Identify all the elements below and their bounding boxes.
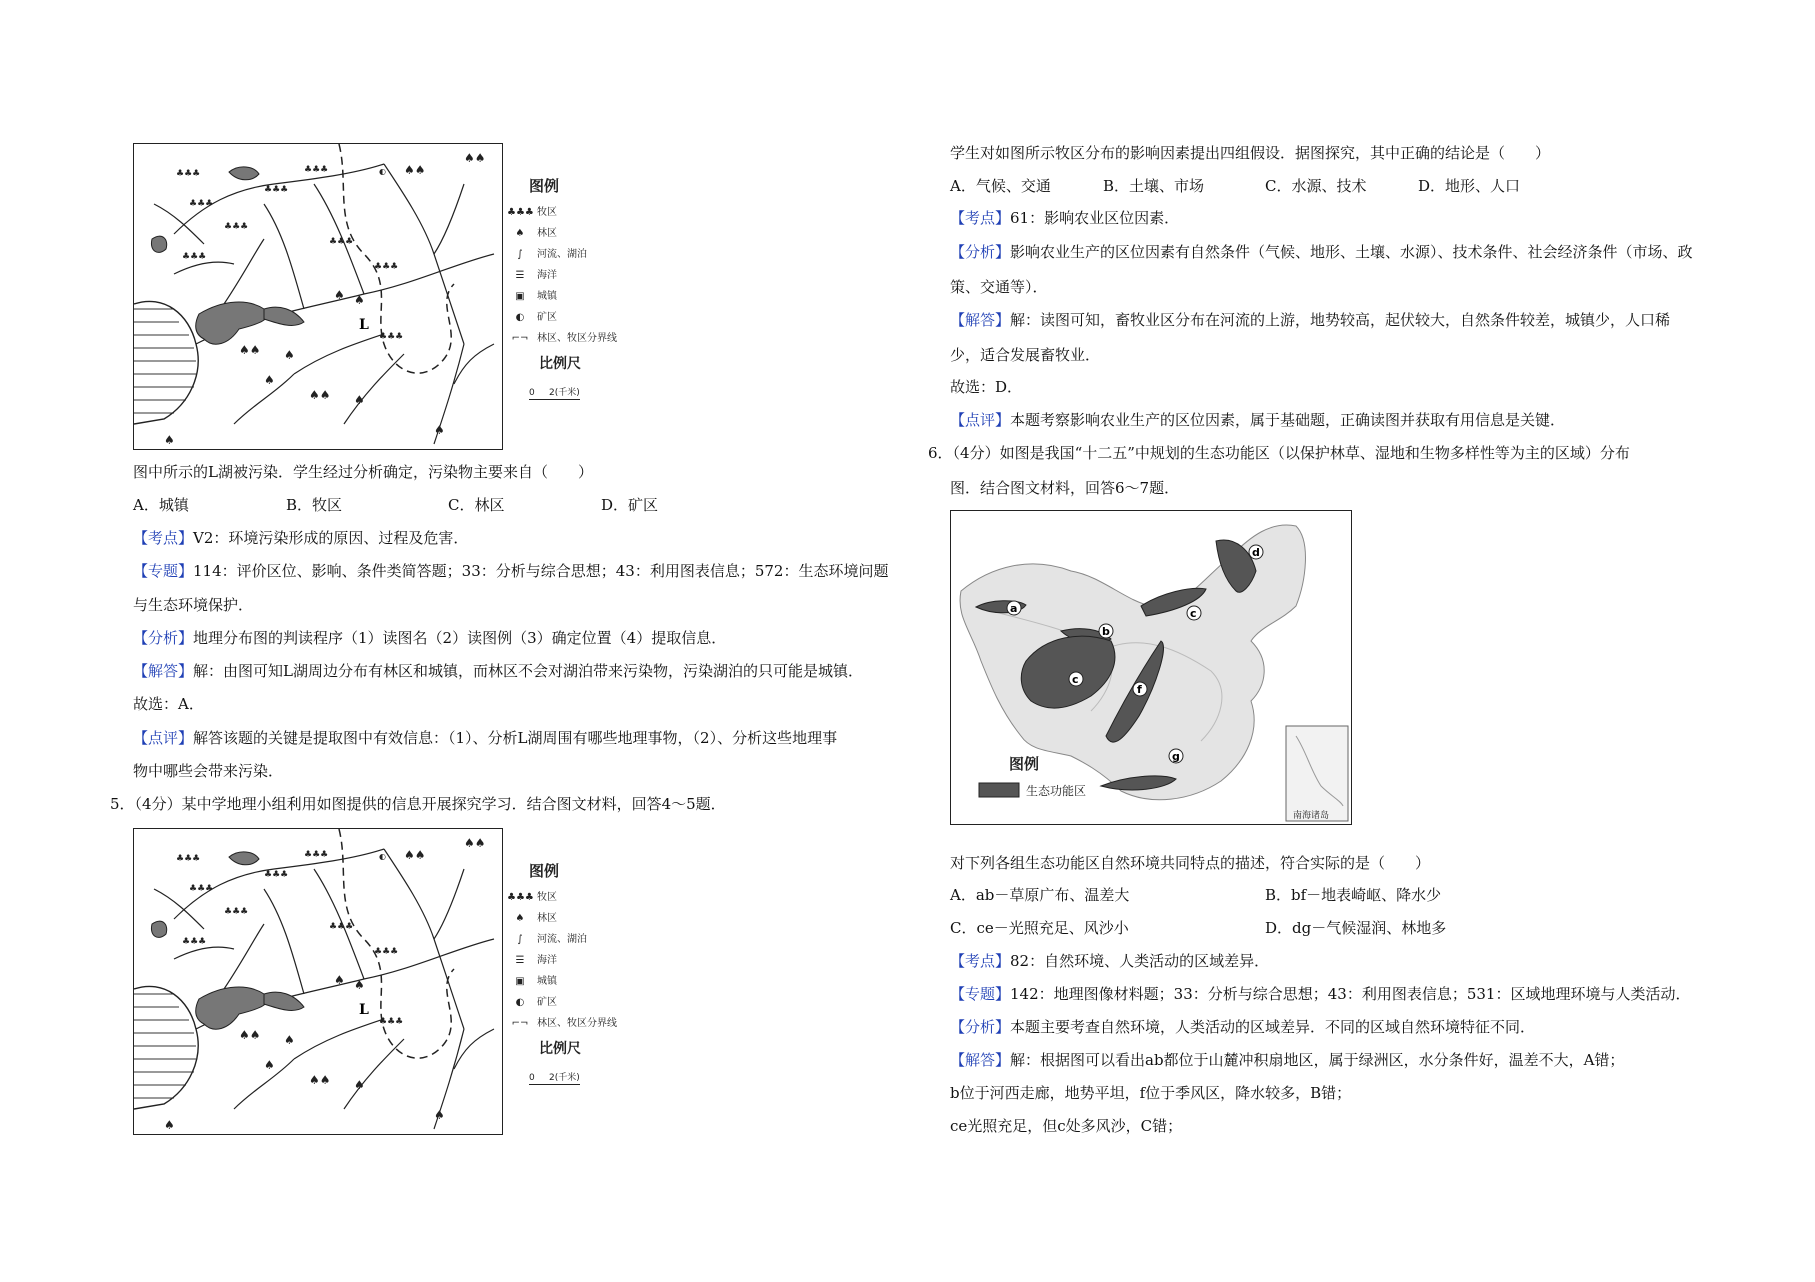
zone-label-g: g bbox=[1172, 750, 1180, 763]
q6-option-c: C．ce－光照充足、风沙小 bbox=[950, 919, 1129, 937]
svg-text:♠♠: ♠♠ bbox=[309, 1073, 331, 1087]
legend-item-forest: ♠ 林区 bbox=[507, 228, 557, 240]
svg-text:♠: ♠ bbox=[354, 978, 365, 992]
q6-stem: 对下列各组生态功能区自然环境共同特点的描述，符合实际的是（ ） bbox=[950, 854, 1431, 872]
legend-item-river-2: ∫ 河流、湖泊 bbox=[507, 934, 587, 946]
china-eco-map-svg bbox=[951, 511, 1351, 824]
legend-item-river: ∫ 河流、湖泊 bbox=[507, 249, 587, 261]
svg-text:♠: ♠ bbox=[164, 433, 175, 447]
legend-item-boundary-2: ⌐¬ 林区、牧区分界线 bbox=[507, 1018, 617, 1030]
q5-option-c: C．水源、技术 bbox=[1265, 177, 1367, 195]
q4-option-b: B．牧区 bbox=[286, 496, 343, 514]
svg-text:♣♣♣: ♣♣♣ bbox=[182, 252, 207, 262]
q6-header-cont: 图．结合图文材料，回答6～7题． bbox=[950, 479, 1180, 497]
svg-text:♣♣♣: ♣♣♣ bbox=[224, 907, 249, 917]
zone-label-f: f bbox=[1137, 683, 1142, 696]
q4-option-a: A．城镇 bbox=[133, 496, 189, 514]
svg-text:♣♣♣: ♣♣♣ bbox=[304, 165, 329, 175]
legend-item-town-2: ▣ 城镇 bbox=[507, 976, 557, 988]
q5-header: 5．（4分）某中学地理小组利用如图提供的信息开展探究学习．结合图文材料，回答4～5题． bbox=[110, 795, 726, 813]
svg-text:♠♠: ♠♠ bbox=[464, 151, 486, 165]
q6-fenxi: 【分析】本题主要考查自然环境，人类活动的区域差异．不同的区域自然环境特征不同． bbox=[950, 1018, 1536, 1036]
tree-icon: ♠ bbox=[515, 228, 525, 239]
q4-dianping-cont: 物中哪些会带来污染． bbox=[133, 762, 284, 780]
mine-icon: ◐ bbox=[515, 312, 525, 323]
zone-label-d: d bbox=[1252, 546, 1260, 559]
q6-zhuanti: 【专题】142：地理图像材料题；33：分析与综合思想；43：利用图表信息；531：区域地理环境与人类活动． bbox=[950, 985, 1691, 1003]
legend-item-boundary: ⌐¬ 林区、牧区分界线 bbox=[507, 333, 617, 345]
svg-text:♠: ♠ bbox=[264, 373, 275, 387]
ocean-icon: ☰ bbox=[515, 955, 525, 966]
svg-text:♠: ♠ bbox=[354, 1078, 365, 1092]
svg-text:♣♣♣: ♣♣♣ bbox=[189, 884, 214, 894]
svg-text:♠: ♠ bbox=[284, 348, 295, 362]
river-icon: ∫ bbox=[517, 934, 523, 945]
svg-text:♣♣♣: ♣♣♣ bbox=[329, 922, 354, 932]
svg-text:♣♣♣: ♣♣♣ bbox=[304, 850, 329, 860]
pasture-icon: ♣♣♣ bbox=[507, 892, 534, 903]
svg-text:♠: ♠ bbox=[264, 1058, 275, 1072]
q6-option-b: B．bf－地表崎岖、降水少 bbox=[1265, 886, 1442, 904]
town-icon: ▣ bbox=[515, 976, 525, 987]
svg-text:♠: ♠ bbox=[164, 1118, 175, 1132]
svg-text:♣♣♣: ♣♣♣ bbox=[379, 1017, 404, 1027]
q4-dianping: 【点评】解答该题的关键是提取图中有效信息：（1）、分析L湖周围有哪些地理事物，（2）、分析这些地理事 bbox=[133, 729, 838, 747]
regional-map-2 bbox=[133, 828, 503, 1135]
q5-fenxi: 【分析】影响农业生产的区位因素有自然条件（气候、地形、土壤、水源）、技术条件、社会经济条件（市场、政 bbox=[950, 243, 1693, 261]
q4-fenxi: 【分析】地理分布图的判读程序（1）读图名（2）读图例（3）确定位置（4）提取信息． bbox=[133, 629, 727, 647]
svg-text:♣♣♣: ♣♣♣ bbox=[182, 937, 207, 947]
q4-zhuanti: 【专题】114：评价区位、影响、条件类简答题；33：分析与综合思想；43：利用图表信息；572：生态环境问题 bbox=[133, 562, 889, 580]
regional-map-2-svg bbox=[134, 829, 502, 1134]
svg-text:♠♠: ♠♠ bbox=[404, 163, 426, 177]
svg-text:♠♠: ♠♠ bbox=[464, 836, 486, 850]
q4-answer: 故选：A． bbox=[133, 695, 204, 713]
scale-title: 比例尺 bbox=[539, 356, 581, 372]
svg-text:♠: ♠ bbox=[434, 1108, 445, 1122]
legend-item-pasture-2: ♣♣♣ 牧区 bbox=[507, 892, 557, 903]
svg-text:♠: ♠ bbox=[334, 973, 345, 987]
q6-jieda: 【解答】解：根据图可以看出ab都位于山麓冲积扇地区，属于绿洲区，水分条件好，温差不大，A错； bbox=[950, 1051, 1625, 1069]
town-icon: ▣ bbox=[515, 291, 525, 302]
svg-text:♣♣♣: ♣♣♣ bbox=[264, 870, 289, 880]
ocean-icon: ☰ bbox=[515, 270, 525, 281]
svg-text:♠: ♠ bbox=[284, 1033, 295, 1047]
legend-item-ocean: ☰ 海洋 bbox=[507, 270, 557, 282]
q4-jieda: 【解答】解：由图可知L湖周边分布有林区和城镇，而林区不会对湖泊带来污染物，污染湖泊的只可能是城镇． bbox=[133, 662, 863, 680]
china-legend-item: 生态功能区 bbox=[1026, 784, 1087, 798]
inset-label: 南海诸岛 bbox=[1293, 811, 1330, 821]
china-eco-map bbox=[950, 510, 1352, 825]
boundary-icon: ⌐¬ bbox=[511, 333, 529, 344]
zone-label-c-north: c bbox=[1190, 607, 1197, 620]
regional-map-1-svg bbox=[134, 144, 502, 449]
map1-legend bbox=[507, 175, 647, 405]
regional-map-1 bbox=[133, 143, 503, 450]
q4-option-d: D．矿区 bbox=[601, 496, 659, 514]
q4-option-c: C．林区 bbox=[448, 496, 505, 514]
map-label-l-2: L bbox=[359, 1002, 369, 1018]
svg-text:♣♣♣: ♣♣♣ bbox=[374, 262, 399, 272]
svg-text:♣♣♣: ♣♣♣ bbox=[264, 185, 289, 195]
svg-text:♠♠: ♠♠ bbox=[309, 388, 331, 402]
q5-kaodian: 【考点】61：影响农业区位因素． bbox=[950, 209, 1180, 227]
q6-jieda-cont1: b位于河西走廊，地势平坦，f位于季风区，降水较多，B错； bbox=[950, 1084, 1352, 1102]
svg-text:◐: ◐ bbox=[379, 852, 386, 861]
scale-title-2: 比例尺 bbox=[539, 1041, 581, 1057]
legend-item-mine-2: ◐ 矿区 bbox=[507, 997, 557, 1009]
q6-option-a: A．ab－草原广布、温差大 bbox=[950, 886, 1130, 904]
tree-icon: ♠ bbox=[515, 913, 525, 924]
q6-header: 6．（4分）如图是我国“十二五”中规划的生态功能区（以保护林草、湿地和生物多样性等为主的区域）分布 bbox=[928, 444, 1630, 462]
pasture-icon: ♣♣♣ bbox=[507, 207, 534, 218]
svg-text:♠: ♠ bbox=[334, 288, 345, 302]
svg-text:♠: ♠ bbox=[354, 393, 365, 407]
q5-fenxi-cont: 策、交通等）． bbox=[950, 278, 1048, 296]
svg-text:♣♣♣: ♣♣♣ bbox=[176, 169, 201, 179]
scale-bar-2: 0 2(千米) bbox=[529, 1073, 580, 1083]
q5-option-a: A．气候、交通 bbox=[950, 177, 1051, 195]
q5-answer: 故选：D． bbox=[950, 378, 1023, 396]
q5-jieda: 【解答】解：读图可知，畜牧业区分布在河流的上游，地势较高，起伏较大，自然条件较差，城镇少，人口稀 bbox=[950, 311, 1671, 329]
zone-label-b: b bbox=[1102, 625, 1110, 638]
legend-title-2: 图例 bbox=[529, 862, 560, 880]
legend-item-pasture: ♣♣♣ 牧区 bbox=[507, 207, 557, 218]
mine-icon: ◐ bbox=[515, 997, 525, 1008]
q6-option-d: D．dg－气候湿润、林地多 bbox=[1265, 919, 1447, 937]
svg-text:♠♠: ♠♠ bbox=[239, 1028, 261, 1042]
svg-text:♠♠: ♠♠ bbox=[404, 848, 426, 862]
svg-text:♣♣♣: ♣♣♣ bbox=[379, 332, 404, 342]
q5-option-b: B．土壤、市场 bbox=[1103, 177, 1205, 195]
svg-text:◐: ◐ bbox=[379, 167, 386, 176]
legend-item-forest-2: ♠ 林区 bbox=[507, 913, 557, 925]
q4-stem: 图中所示的L湖被污染．学生经过分析确定，污染物主要来自（ ） bbox=[133, 463, 593, 481]
boundary-icon: ⌐¬ bbox=[511, 1018, 529, 1029]
river-icon: ∫ bbox=[517, 249, 523, 260]
scale-bar: 0 2(千米) bbox=[529, 388, 580, 398]
q6-kaodian: 【考点】82：自然环境、人类活动的区域差异． bbox=[950, 952, 1270, 970]
legend-title: 图例 bbox=[529, 177, 560, 195]
china-legend-title: 图例 bbox=[1009, 755, 1040, 773]
svg-text:♣♣♣: ♣♣♣ bbox=[189, 199, 214, 209]
legend-item-town: ▣ 城镇 bbox=[507, 291, 557, 303]
q4-zhuanti-cont: 与生态环境保护． bbox=[133, 596, 254, 614]
q6-jieda-cont2: ce光照充足，但c处多风沙，C错； bbox=[950, 1117, 1183, 1135]
q5-jieda-cont: 少，适合发展畜牧业． bbox=[950, 346, 1101, 364]
map2-legend bbox=[507, 860, 647, 1090]
svg-text:♠: ♠ bbox=[434, 423, 445, 437]
q5-stem: 学生对如图所示牧区分布的影响因素提出四组假设．据图探究，其中正确的结论是（ ） bbox=[950, 144, 1551, 162]
q4-kaodian: 【考点】V2：环境污染形成的原因、过程及危害． bbox=[133, 529, 469, 547]
svg-text:♠♠: ♠♠ bbox=[239, 343, 261, 357]
q5-dianping: 【点评】本题考察影响农业生产的区位因素，属于基础题，正确读图并获取有用信息是关键． bbox=[950, 411, 1566, 429]
svg-text:♣♣♣: ♣♣♣ bbox=[176, 854, 201, 864]
svg-text:♣♣♣: ♣♣♣ bbox=[329, 237, 354, 247]
svg-text:♣♣♣: ♣♣♣ bbox=[224, 222, 249, 232]
zone-label-a: a bbox=[1010, 602, 1018, 615]
map-label-l: L bbox=[359, 317, 369, 333]
legend-item-ocean-2: ☰ 海洋 bbox=[507, 955, 557, 967]
svg-text:♣♣♣: ♣♣♣ bbox=[374, 947, 399, 957]
svg-text:♠: ♠ bbox=[354, 293, 365, 307]
q5-option-d: D．地形、人口 bbox=[1418, 177, 1521, 195]
zone-label-e: c bbox=[1072, 673, 1079, 686]
legend-item-mine: ◐ 矿区 bbox=[507, 312, 557, 324]
